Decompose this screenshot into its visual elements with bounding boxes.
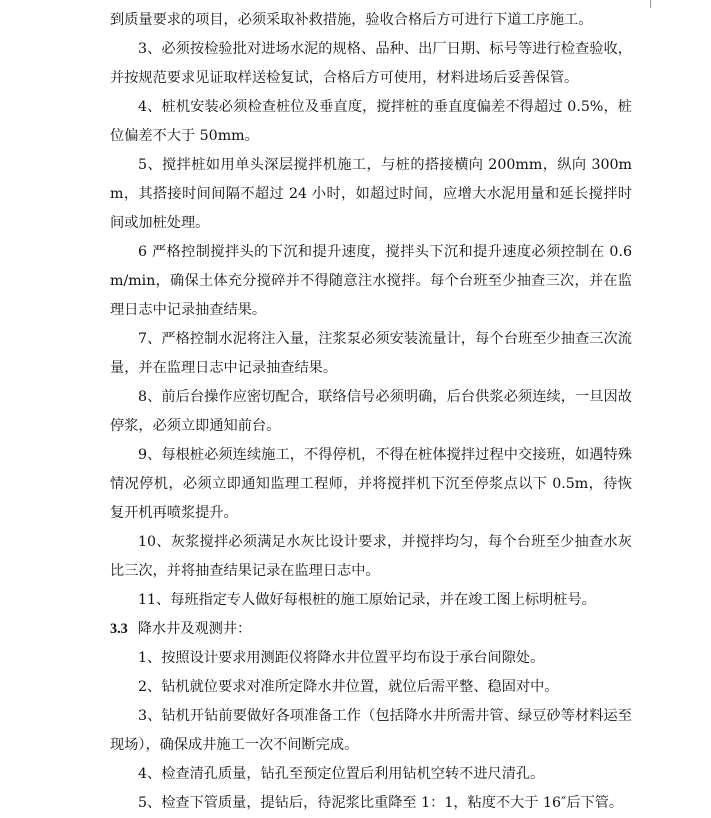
section-title: 降水井及观测井： [137, 621, 252, 637]
paragraph-well-item-5: 5、检查下管质量，提钻后，待泥浆比重降至 1：1，粘度不大于 16″后下管。 [138, 795, 624, 811]
paragraph-item-6: 6 严格控制搅拌头的下沉和提升速度，搅拌头下沉和提升速度必须控制在 0.6m/min，确保土体充分搅碎并不得随意注水搅拌。每个台班至少抽查三次，并在监理日志中记录抽查结果。 [110, 244, 632, 318]
paragraph-well-item-3: 3、钻机开钻前要做好各项准备工作（包括降水井所需井管、绿豆砂等材料运至现场），确保成井施工一次不间断完成。 [110, 708, 632, 753]
paragraph-item-9: 9、每根桩必须连续施工，不得停机，不得在桩体搅拌过程中交接班，如遇特殊情况停机，必须立即通知监理工程师，并将搅拌机下沉至停浆点以下 0.5m，待恢复开机再喷浆提升。 [110, 447, 632, 521]
document-page [110, 6, 632, 818]
paragraph-well-item-2: 2、钻机就位要求对准所定降水井位置，就位后需平整、稳固对中。 [138, 679, 559, 695]
paragraph-well-item-4: 4、检查清孔质量，钻孔至预定位置后利用钻机空转不进尺清孔。 [138, 766, 545, 782]
paragraph-item-4: 4、桩机安装必须检查桩位及垂直度，搅拌桩的垂直度偏差不得超过 0.5%，桩位偏差不大于 50mm。 [110, 99, 632, 144]
paragraph-item-8: 8、前后台操作应密切配合，联络信号必须明确，后台供浆必须连续，一旦因故停浆，必须立即通知前台。 [110, 389, 632, 434]
section-heading [110, 615, 632, 644]
paragraph-well-item-1: 1、按照设计要求用测距仪将降水井位置平均布设于承台间隙处。 [138, 650, 545, 666]
paragraph-item-11: 11、每班指定专人做好每根桩的施工原始记录，并在竣工图上标明桩号。 [138, 592, 596, 608]
page-corner-mark [650, 0, 651, 8]
paragraph-item-7: 7、严格控制水泥将注入量，注浆泵必须安装流量计，每个台班至少抽查三次流量，并在监理日志中记录抽查结果。 [110, 331, 632, 376]
paragraph-item-10: 10、灰浆搅拌必须满足水灰比设计要求，并搅拌均匀，每个台班至少抽查水灰比三次，并将抽查结果记录在监理日志中。 [110, 534, 632, 579]
section-number: 3.3 [110, 621, 128, 637]
paragraph-continuation: 到质量要求的项目，必须采取补救措施，验收合格后方可进行下道工序施工。 [110, 12, 593, 28]
paragraph-item-5: 5、搅拌桩如用单头深层搅拌机施工，与桩的搭接横向 200mm，纵向 300mm，其搭接时间间隔不超过 24 小时，如超过时间，应增大水泥用量和延长搅拌时间或加桩处理。 [110, 157, 632, 231]
paragraph-item-3: 3、必须按检验批对进场水泥的规格、品种、出厂日期、标号等进行检查验收，并按规范要求见证取样送检复试，合格后方可使用，材料进场后妥善保管。 [110, 41, 632, 86]
